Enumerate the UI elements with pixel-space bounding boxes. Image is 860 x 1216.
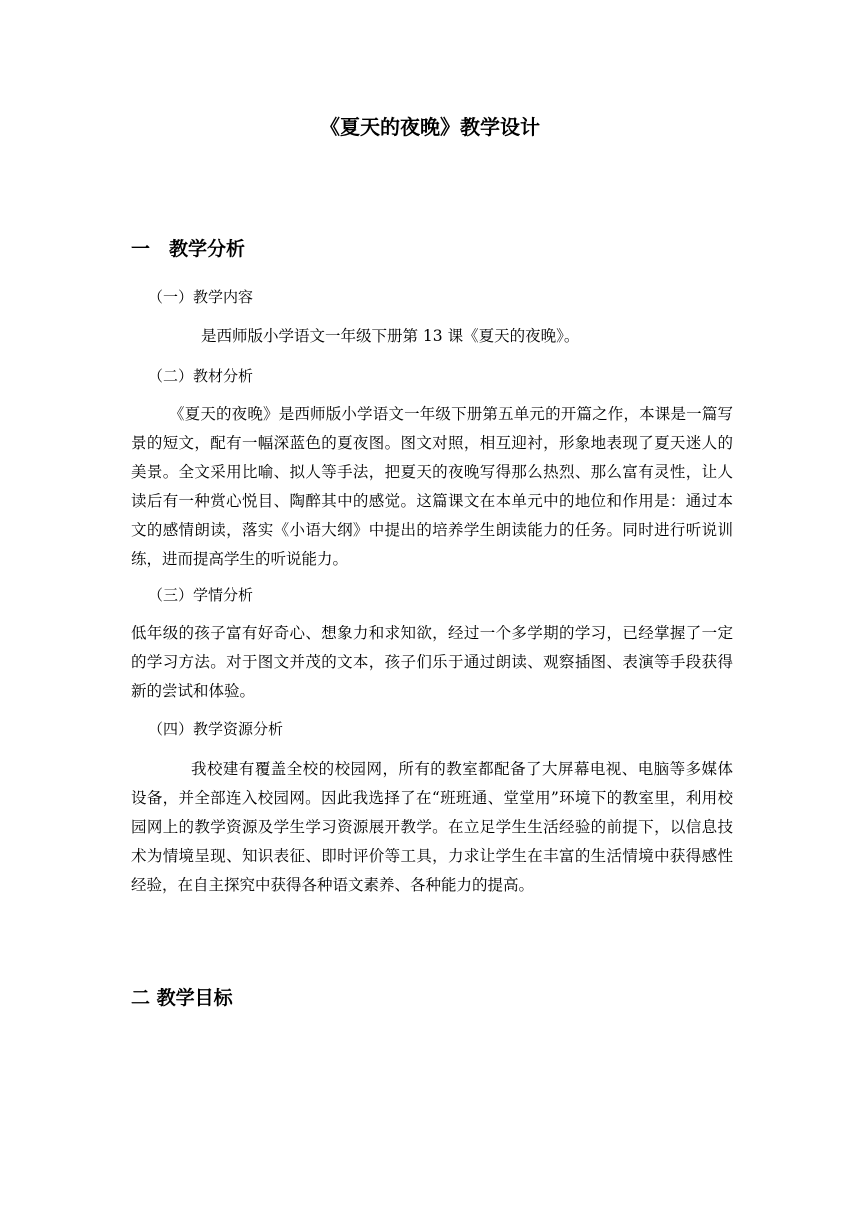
subheading-teaching-content: （一）教学内容 [148, 288, 254, 306]
document-title: 《夏天的夜晚》教学设计 [320, 115, 540, 139]
paragraph-textbook-analysis: 《夏天的夜晚》是西师版小学语文一年级下册第五单元的开篇之作，本课是一篇写景的短文，配有一幅深蓝色的夏夜图。图文对照，相互迎衬，形象地表现了夏天迷人的美景。全文采用比喻、拟人等手法，把夏天的夜晚写得那么热烈、那么富有灵性，让人读后有一种赏心悦目、陶醉其中的感觉。这篇课文在本单元中的地位和作用是：通过本文的感情朗读，落实《小语大纲》中提出的培养学生朗读能力的任务。同时进行听说训练，进而提高学生的听说能力。 [131, 405, 733, 568]
subheading-student-analysis: （三）学情分析 [148, 586, 254, 604]
paragraph-student-analysis: 低年级的孩子富有好奇心、想象力和求知欲，经过一个多学期的学习，已经掌握了一定的学习方法。对于图文并茂的文本，孩子们乐于通过朗读、观察插图、表演等手段获得新的尝试和体验。 [131, 624, 733, 700]
section-heading-teaching-analysis: 一 教学分析 [131, 238, 246, 260]
subheading-resource-analysis: （四）教学资源分析 [148, 720, 284, 738]
subheading-textbook-analysis: （二）教材分析 [148, 367, 254, 385]
paragraph-resource-analysis: 我校建有覆盖全校的校园网，所有的教室都配备了大屏幕电视、电脑等多媒体设备，并全部连入校园网。因此我选择了在“班班通、堂堂用”环境下的教室里，利用校园网上的教学资源及学生学习资源展开教学。在立足学生生活经验的前提下，以信息技术为情境呈现、知识表征、即时评价等工具，力求让学生在丰富的生活情境中获得感性经验，在自主探究中获得各种语文素养、各种能力的提高。 [131, 760, 733, 894]
paragraph-teaching-content: 是西师版小学语文一年级下册第 13 课《夏天的夜晚》。 [201, 327, 580, 345]
section-heading-teaching-objectives: 二 教学目标 [131, 987, 233, 1009]
